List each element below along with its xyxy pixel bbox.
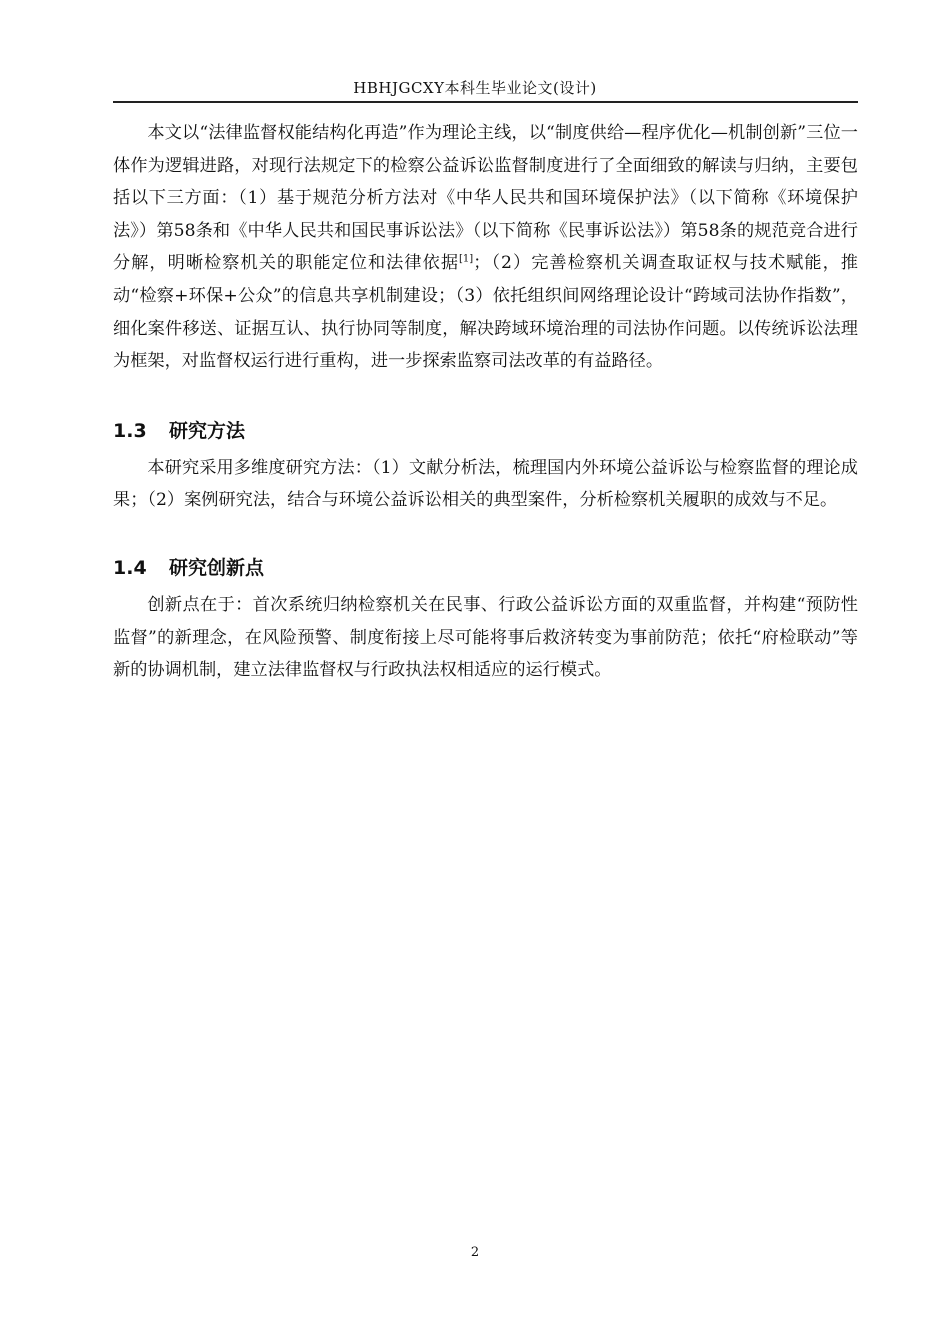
intro-paragraph-text-1: 本文以“法律监督权能结构化再造”作为理论主线，以“制度供给—程序优化—机制创新”三位一体作为逻辑进路，对现行法规定下的检察公益诉讼监督制度进行了全面细致的解读与归纳，主要包括以下三方面：（1）基于规范分析方法对《中华人民共和国环境保护法》（以下简称《环境保护法》）第58条和《中华人民共和国民事诉讼法》（以下简称《民事诉讼法》）第58条的规范竞合进行分解，明晰检察机关的职能定位和法律依据 [113,123,858,274]
page-content [113,117,858,687]
research-methods-paragraph: 本研究采用多维度研究方法：（1）文献分析法，梳理国内外环境公益诉讼与检察监督的理论成果；（2）案例研究法，结合与环境公益诉讼相关的典型案件，分析检察机关履职的成效与不足。 [113,457,858,511]
header-divider [113,101,858,103]
intro-paragraph [113,117,858,378]
section-heading-1-3 [113,416,858,446]
intro-paragraph-text-2: ；（2）完善检察机关调查取证权与技术赋能，推动“检察+环保+公众”的信息共享机制建设；（3）依托组织间网络理论设计“跨域司法协作指数”，细化案件移送、证据互认、执行协同等制度，解决跨域环境治理的司法协作问题。以传统诉讼法理为框架，对监督权运行进行重构，进一步探索监察司法改革的有益路径。 [113,253,858,372]
running-header-title: HBHJGCXY本科生毕业论文(设计) [353,79,597,97]
innovation-paragraph: 创新点在于：首次系统归纳检察机关在民事、行政公益诉讼方面的双重监督，并构建“预防性监督”的新理念，在风险预警、制度衔接上尽可能将事后救济转变为事前防范；依托“府检联动”等新的协调机制，建立法律监督权与行政执法权相适应的运行模式。 [113,594,858,681]
section-number: 1.4 [113,556,147,579]
section-title: 研究方法 [169,419,246,442]
section-title: 研究创新点 [169,556,265,579]
section-number: 1.3 [113,419,147,442]
citation-link[interactable]: [1] [459,253,474,265]
page-number: 2 [470,1245,480,1260]
section-heading-1-4 [113,553,858,583]
